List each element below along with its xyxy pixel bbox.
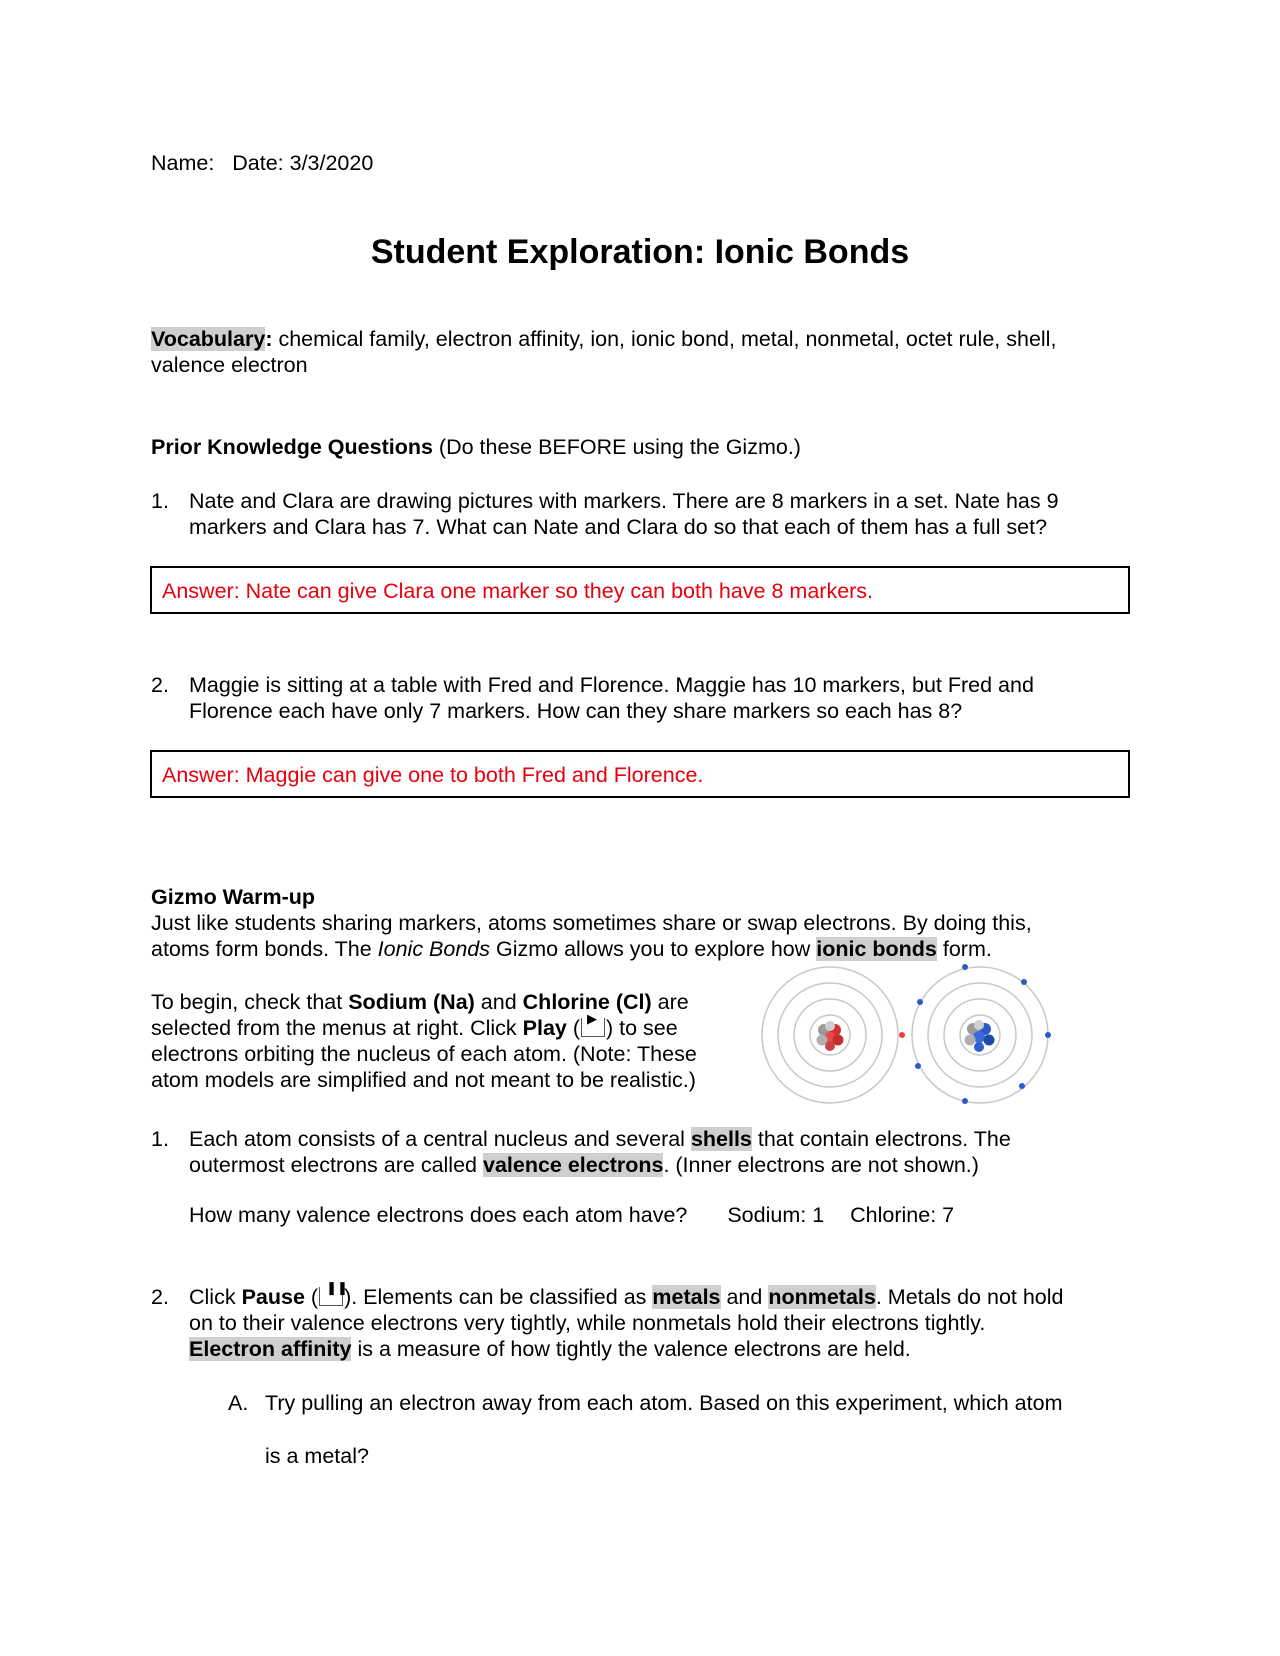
date-label: Date: 3/3/2020 (232, 151, 374, 175)
prior-q1-line2: markers and Clara has 7. What can Nate and Clara do so that each of them has a full set? (189, 515, 1048, 539)
ionic-bonds-term: ionic bonds (816, 937, 937, 961)
valence-question: How many valence electrons does each atom have? (189, 1203, 688, 1227)
pause-term: Pause (241, 1285, 305, 1309)
warmup-intro-line2 (151, 936, 1151, 962)
electron-affinity-term: Electron affinity (189, 1337, 352, 1361)
play-term: Play (522, 1016, 567, 1040)
chlorine-atom (912, 964, 1051, 1104)
metals-term: metals (652, 1285, 721, 1309)
sodium-term: Sodium (Na) (348, 990, 475, 1014)
sodium-atom (762, 967, 905, 1103)
vocabulary-colon: : (265, 327, 273, 351)
q2-sub-a-letter: A. (228, 1391, 249, 1415)
begin-line2a: selected from the menus at right. Click (151, 1016, 523, 1040)
chlorine-nucleus (965, 1020, 995, 1052)
q2-line3: is a measure of how tightly the valence electrons are held. (351, 1337, 911, 1361)
warmup-q1-text (189, 1126, 1149, 1178)
sodium-nucleus (817, 1021, 844, 1051)
intro-b: Gizmo allows you to explore how (490, 937, 817, 961)
warmup-q2-number: 2. (151, 1285, 169, 1309)
begin-a: To begin, check that (151, 990, 349, 1014)
warmup-section (151, 884, 1151, 962)
q2-e: . Metals do not hold (875, 1285, 1064, 1309)
prior-q2-line1: Maggie is sitting at a table with Fred and Florence. Maggie has 10 markers, but Fred and (189, 673, 1034, 697)
nonmetals-term: nonmetals (768, 1285, 876, 1309)
warmup-q1-number: 1. (151, 1127, 169, 1151)
play-icon: ▶ (581, 1018, 605, 1037)
begin-line2b: ( (566, 1016, 580, 1040)
vocabulary-label: Vocabulary (151, 327, 266, 351)
begin-paragraph (151, 989, 751, 1093)
intro-a: atoms form bonds. The (151, 937, 378, 961)
q2-sub-a-line1: Try pulling an electron away from each atom. Based on this experiment, which atom (265, 1391, 1063, 1415)
begin-line3: electrons orbiting the nucleus of each atom. (Note: These (151, 1042, 697, 1066)
q2-sub-a-line2: is a metal? (265, 1444, 369, 1468)
gizmo-name: Ionic Bonds (377, 937, 491, 961)
warmup-intro-line1: Just like students sharing markers, atoms sometimes share or swap electrons. By doing this, (151, 911, 1032, 935)
q2-b: ( (304, 1285, 319, 1309)
prior-knowledge-heading (151, 434, 801, 460)
sodium-answer[interactable]: Sodium: 1 (727, 1203, 825, 1227)
prior-q2-line2: Florence each have only 7 markers. How can they share markers so each has 8? (189, 699, 963, 723)
vocabulary-terms-line2: valence electron (151, 353, 308, 377)
warmup-heading: Gizmo Warm-up (151, 885, 316, 909)
q1-d: . (Inner electrons are not shown.) (663, 1153, 979, 1177)
prior-q2-answer-box[interactable] (150, 750, 1130, 798)
warmup-q2-text (189, 1280, 1149, 1362)
intro-c: form. (936, 937, 992, 961)
q2-sub-a-text (265, 1390, 1145, 1469)
prior-note: (Do these BEFORE using the Gizmo.) (432, 435, 801, 459)
q2-d: and (720, 1285, 769, 1309)
vocabulary-terms: chemical family, electron affinity, ion, ionic bond, metal, nonmetal, octet rule, shell, (272, 327, 1057, 351)
prior-q2-number: 2. (151, 673, 169, 697)
pause-icon: ❚❚ (319, 1287, 343, 1306)
begin-and: and (474, 990, 523, 1014)
q1-b: that contain electrons. The (751, 1127, 1011, 1151)
begin-line2c: ) to see (606, 1016, 678, 1040)
begin-b: are (651, 990, 689, 1014)
name-date-line (151, 150, 373, 176)
page-title: Student Exploration: Ionic Bonds (370, 233, 910, 271)
shells-term: shells (690, 1127, 752, 1151)
chlorine-term: Chlorine (Cl) (522, 990, 652, 1014)
prior-q1-text (189, 488, 1149, 540)
prior-q2-text (189, 672, 1149, 724)
prior-q2-answer: Answer: Maggie can give one to both Fred and Florence. (162, 763, 704, 787)
q2-c: ). Elements can be classified as (344, 1285, 653, 1309)
prior-q1-number: 1. (151, 489, 169, 513)
q2-a: Click (189, 1285, 242, 1309)
q1-c: outermost electrons are called (189, 1153, 483, 1177)
prior-q1-answer-box[interactable] (150, 566, 1130, 614)
prior-q1-answer: Answer: Nate can give Clara one marker so they can both have 8 markers. (162, 579, 874, 603)
chlorine-answer[interactable]: Chlorine: 7 (850, 1203, 955, 1227)
valence-question-line (189, 1202, 954, 1228)
name-label: Name: (151, 151, 215, 175)
sodium-valence-electron (899, 1032, 905, 1038)
q2-line2: on to their valence electrons very tightly, while nonmetals hold their electrons tightly. (189, 1311, 986, 1335)
vocabulary (151, 326, 1141, 378)
prior-q1-line1: Nate and Clara are drawing pictures with markers. There are 8 markers in a set. Nate has 9 (189, 489, 1059, 513)
begin-line4: atom models are simplified and not meant to be realistic.) (151, 1068, 696, 1092)
prior-heading: Prior Knowledge Questions (151, 435, 433, 459)
atom-diagram (760, 960, 1060, 1110)
q1-a: Each atom consists of a central nucleus and several (189, 1127, 691, 1151)
valence-electrons-term: valence electrons (482, 1153, 664, 1177)
